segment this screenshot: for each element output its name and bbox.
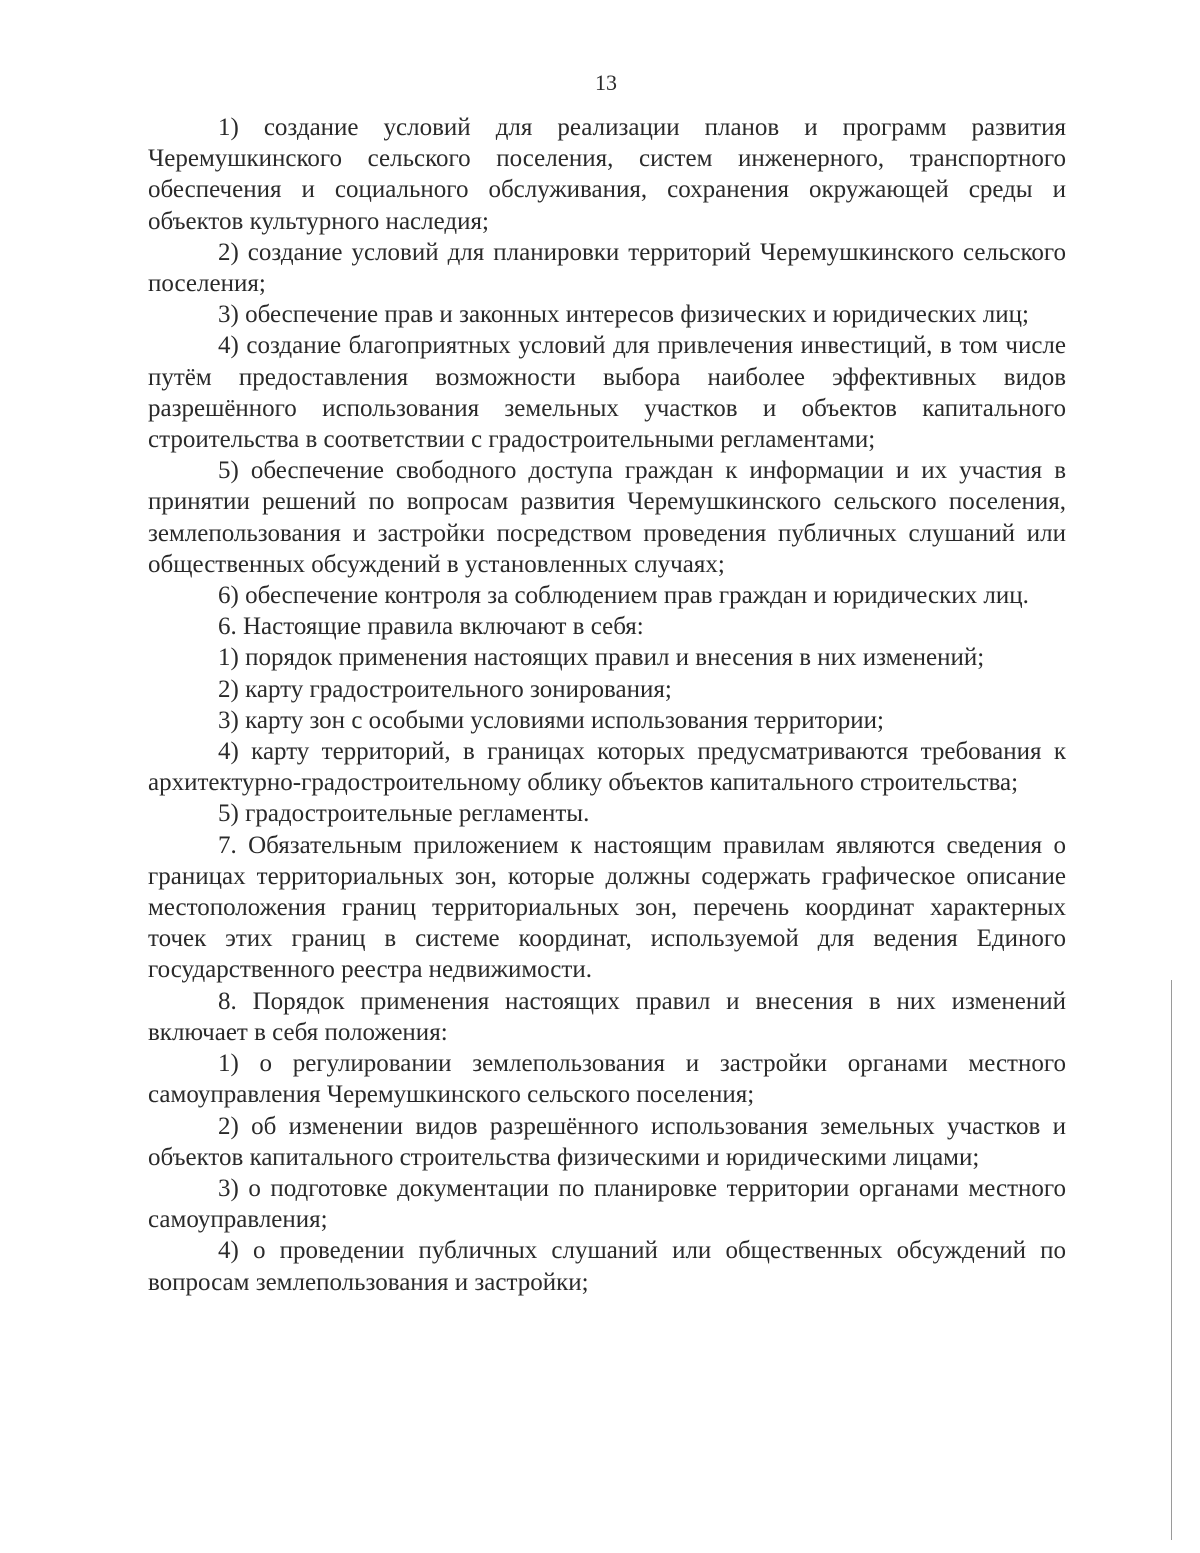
paragraph: 6) обеспечение контроля за соблюдением прав граждан и юридических лиц. — [218, 582, 1029, 610]
scan-edge-line — [1171, 980, 1172, 1540]
paragraph: 1) порядок применения настоящих правил и внесения в них изменений; — [218, 644, 985, 672]
paragraph: 3) о подготовке документации по планировке территории органами местного самоуправления; — [148, 1174, 1066, 1234]
paragraph: 2) карту градостроительного зонирования; — [218, 675, 672, 703]
paragraph: 8. Порядок применения настоящих правил и внесения в них изменений включает в себя положения: — [148, 987, 1066, 1046]
document-body — [148, 112, 1066, 1298]
paragraph: 3) карту зон с особыми условиями использования территории; — [218, 706, 884, 734]
paragraph: 2) об изменении видов разрешённого использования земельных участков и объектов капитального строительства физическими и юридическими лицами; — [148, 1112, 1066, 1171]
paragraph: 2) создание условий для планировки территорий Черемушкинского сельского поселения; — [148, 238, 1066, 298]
paragraph: 1) о регулировании землепользования и застройки органами местного самоуправления Черемушкинского сельского поселения; — [148, 1050, 1066, 1109]
paragraph: 4) создание благоприятных условий для привлечения инвестиций, в том числе путём предоставления возможности выбора наиболее эффективных видов разрешённого использования земельных участков и объектов капитального строительства в соответствии с градостроительными регламентами; — [148, 332, 1066, 454]
paragraph: 1) создание условий для реализации планов и программ развития Черемушкинского сельского поселения, систем инженерного, транспортного обеспечения и социального обслуживания, сохранения окружающей среды и объектов культурного наследия; — [148, 114, 1066, 235]
paragraph: 5) обеспечение свободного доступа граждан к информации и их участия в принятии решений по вопросам развития Черемушкинского сельского поселения, землепользования и застройки посредством проведения публичных слушаний или общественных обсуждений в установленных случаях; — [148, 457, 1066, 578]
paragraph: 4) карту территорий, в границах которых предусматриваются требования к архитектурно-градостроительному облику объектов капитального строительства; — [148, 738, 1066, 797]
paragraph: 5) градостроительные регламенты. — [218, 800, 590, 828]
page-number: 13 — [595, 70, 617, 95]
paragraph: 6. Настоящие правила включают в себя: — [218, 613, 644, 641]
paragraph: 7. Обязательным приложением к настоящим правилам являются сведения о границах территориальных зон, которые должны содержать графическое описание местоположения границ территориальных зон, перечень координат характерных точек этих границ в системе координат, используемой для ведения Единого государственного реестра недвижимости. — [148, 831, 1066, 984]
paragraph: 3) обеспечение прав и законных интересов физических и юридических лиц; — [218, 301, 1029, 329]
paragraph: 4) о проведении публичных слушаний или общественных обсуждений по вопросам землепользования и застройки; — [148, 1237, 1066, 1296]
